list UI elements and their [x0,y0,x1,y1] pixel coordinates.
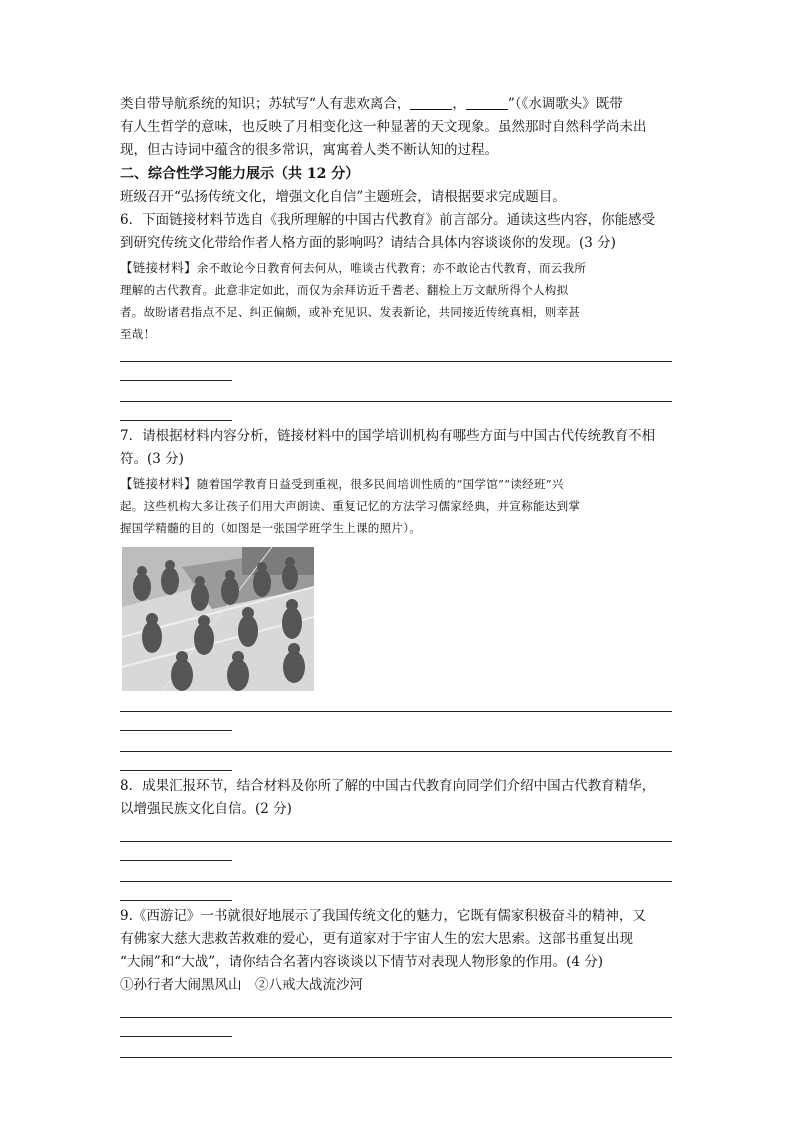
fill-blank-2[interactable] [466,95,508,110]
section-lead: 班级召开“弘扬传统文化，增强文化自信”主题班会，请根据要求完成题目。 [120,189,566,205]
q8-prompt-line-1: 8．成果汇报环节，结合材料及你所了解的中国古代教育向同学们介绍中国古代教育精华， [120,778,656,794]
material-tag: 【链接材料】 [120,476,197,491]
q6-prompt-line-2: 到研究传统文化带给作者人格方面的影响吗？请结合具体内容谈谈你的发现。(3 分) [120,235,616,251]
q9-options: ①孙行者大闹黑风山 ②八戒大战流沙河 [120,977,363,993]
intro-text: 类自带导航系统的知识；苏轼写“人有悲欢离合， [120,96,411,112]
material-text: 随着国学教育日益受到重视，很多民间培训性质的“国学馆”“读经班”兴 [196,477,564,491]
q8-prompt-line-2: 以增强民族文化自信。(2 分) [120,801,292,817]
material-text: 至哉！ [120,327,156,341]
material-text: 理解的古代教育。此意非定如此，而仅为余拜访近千耆老、翻检上万文献所得个人构拟 [120,283,569,297]
intro-text: ”（《水调歌头》既带 [507,96,623,112]
intro-line-2: 有人生哲学的意味，也反映了月相变化这一种显著的天文现象。虽然那时自然科学尚未出 [120,119,647,135]
intro-separator: ， [452,96,466,112]
material-text: 起。这些机构大多让孩子们用大声朗读、重复记忆的方法学习儒家经典，并宣称能达到掌 [120,499,581,513]
page-content [120,93,674,1058]
material-text: 者。故盼诸君指点不足、纠正偏颇，或补充见识、发表新论，共同接近传统真相，则幸甚 [120,305,581,319]
material-text: 握国学精髓的目的（如图是一张国学班学生上课的照片）。 [120,521,422,535]
q7-material [120,473,674,539]
classroom-photo-illustration [122,547,314,691]
q9-prompt-line-1: 9.《西游记》一书就很好地展示了我国传统文化的魅力，它既有儒家积极奋斗的精神，又 [120,908,646,924]
q9-prompt-line-2: 有佛家大慈大悲救苦救难的爱心，更有道家对于宇宙人生的宏大思索。这部书重复出现 [120,931,633,947]
q9-prompt-line-3: “大闹”和“大战”，请你结合名著内容谈谈以下情节对表现人物形象的作用。(4 分) [120,954,604,970]
q6-material [120,257,674,345]
intro-line-3: 现，但古诗词中蕴含的很多常识，寓寓着人类不断认知的过程。 [120,142,498,158]
section-heading: 二、综合性学习能力展示（共 12 分） [120,166,360,182]
material-text: 余不敢论今日教育何去何从，唯谈古代教育；亦不敢论古代教育，而云我所 [196,261,587,275]
q6-prompt-line-1: 6．下面链接材料节选自《我所理解的中国古代教育》前言部分。通读这些内容，你能感受 [120,212,656,228]
q7-prompt-line-2: 符。(3 分) [120,451,184,467]
fill-blank-1[interactable] [410,95,452,110]
classroom-photo [122,547,314,691]
intro-line-1 [120,93,674,116]
q7-prompt-line-1: 7．请根据材料内容分析，链接材料中的国学培训机构有哪些方面与中国古代传统教育不相 [120,428,656,444]
q9-answer-line[interactable] [120,1057,672,1058]
material-tag: 【链接材料】 [120,260,197,275]
